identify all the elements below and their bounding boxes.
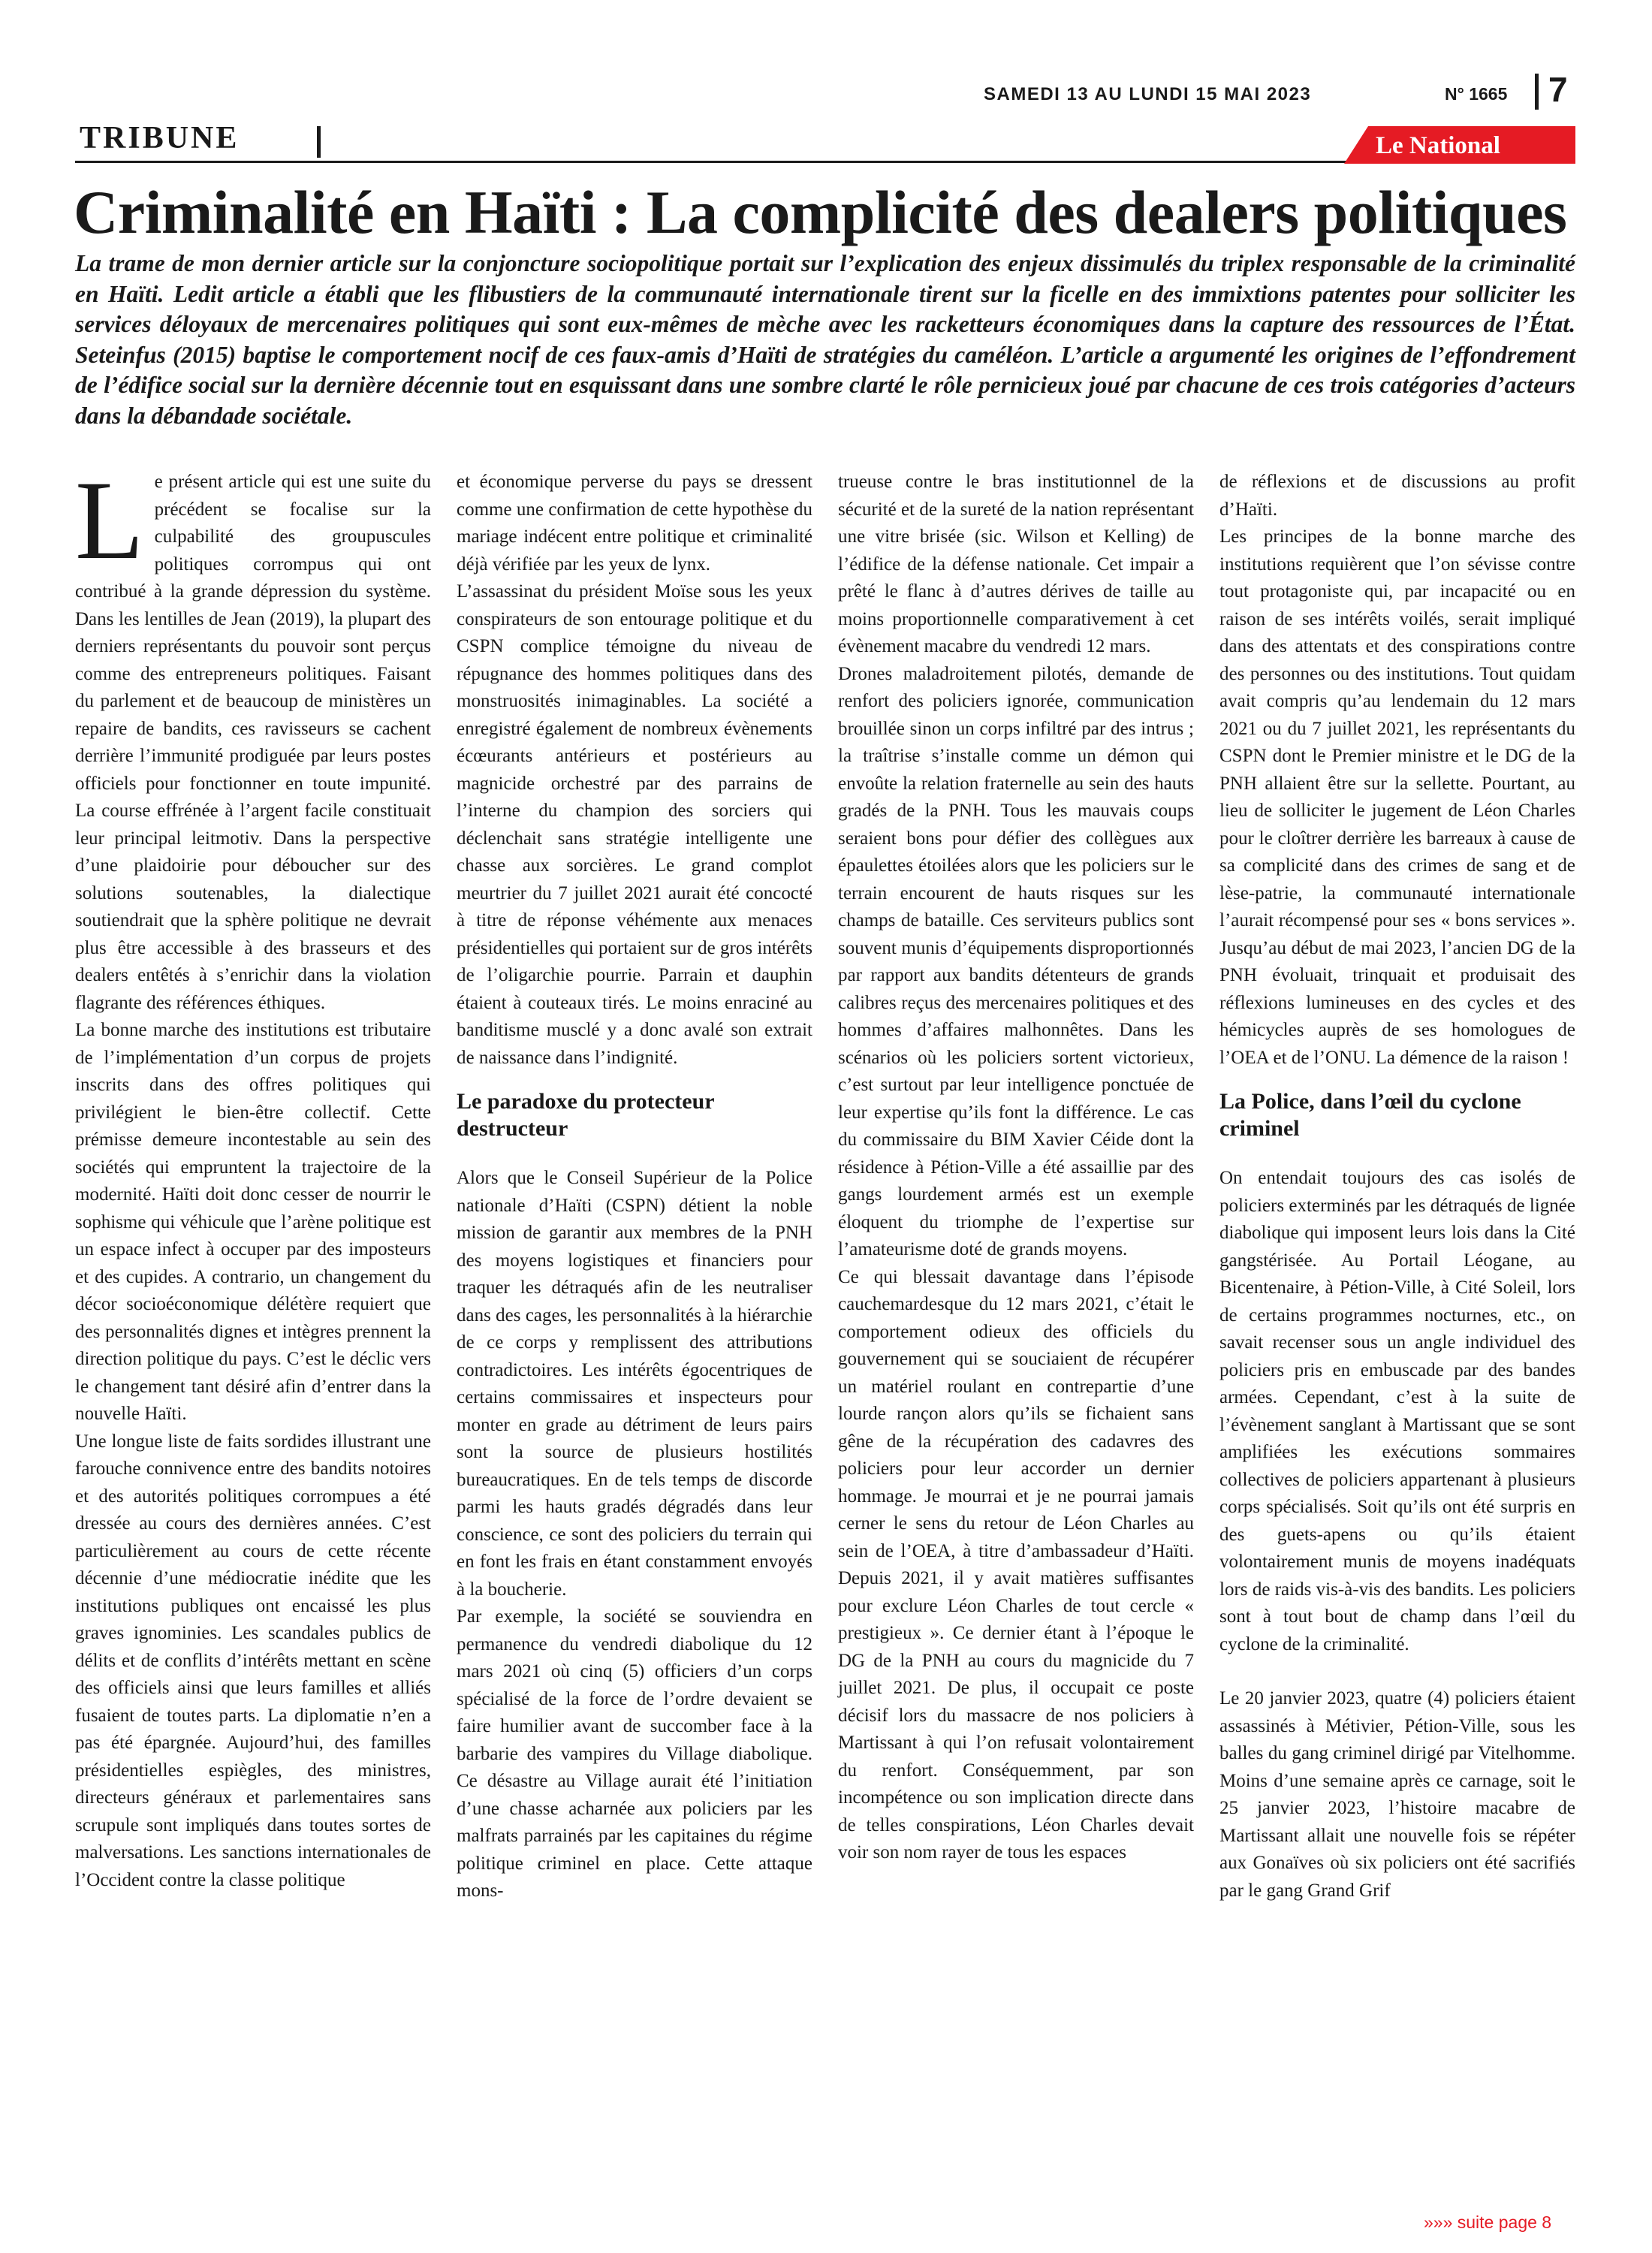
subheading: La Police, dans l’œil du cyclone criminel (1219, 1089, 1521, 1141)
issue-date: SAMEDI 13 AU LUNDI 15 MAI 2023 (984, 84, 1312, 104)
column-3 (838, 469, 1194, 1867)
paragraph: de réflexions et de discussions au profit d’Haïti. (1219, 472, 1575, 520)
continuation-link[interactable]: »»» suite page 8 (1424, 2212, 1552, 2232)
paragraph: L’assassinat du président Moïse sous les yeux conspirateurs de son entourage politique et du CSPN complice témoigne du niveau de répugnance des hommes politiques dans des monstruosités inimaginables. La société a enregistré également de nombreux évènements écœurants antérieurs et postérieurs au magnicide orchestré par des parrains de l’interne du champion des sorciers qui déclenchait sans stratégie intelligente une chasse aux sorcières. Le grand complot meurtrier du 7 juillet 2021 aurait été concocté à titre de réponse véhémente aux menaces présidentielles qui portaient sur de gros intérêts de l’oligarchie pourrie. Parrain et dauphin étaient à couteaux tirés. Le moins enraciné au banditisme musclé y a donc avalé son extrait de naissance dans l’indignité. (457, 581, 812, 1068)
paragraph: Drones maladroitement pilotés, demande de renfort des policiers ignorée, communication brouillée sinon un corps infiltré par des intrus ; la traîtrise s’installe comme un démon qui envoûte la relation fraternelle au sein des hauts gradés de la PNH. Tous les mauvais coups seraient bons pour défier des collègues aux épaulettes étoilées alors que les policiers sur le terrain encourent de hauts risques sur les champs de bataille. Ces serviteurs publics sont souvent munis d’équipements disproportionnés par rapport aux bandits détenteurs de grands calibres reçus des mercenaires politiques et des hommes d’affaires malhonnêtes. Dans les scénarios où les policiers sortent victorieux, c’est surtout par leur intelligence ponctuée de leur expertise qu’ils font la différence. Le cas du commissaire du BIM Xavier Céide dont la résidence à Pétion-Ville a été assaillie par des gangs lourdement armés est un exemple éloquent du triomphe de l’expertise sur l’amateurisme doté de grands moyens. (838, 663, 1194, 1259)
brand-name: Le National (1376, 132, 1500, 159)
headline: Criminalité en Haïti : La complicité des dealers politiques (74, 178, 1567, 246)
paragraph: trueuse contre le bras institutionnel de la sécurité et de la sureté de la nation représentant une vitre brisée (sic. Wilson et Kelling) de l’édifice de la défense nationale. Cet impair a prêté le flanc à d’autres dérives de taille au moins proportionnelle comparativement à cet évènement macabre du vendredi 12 mars. (838, 472, 1194, 656)
paragraph: Le 20 janvier 2023, quatre (4) policiers étaient assassinés à Métivier, Pétion-Ville, sous les balles du gang criminel dirigé par Vitelhomme. Moins d’une semaine après ce carnage, soit le 25 janvier 2023, l’histoire macabre de Martissant allait une nouvelle fois se répéter aux Gonaïves où six policiers ont été sacrifiés par le gang Grand Grif (1219, 1688, 1575, 1901)
paragraph: e présent article qui est une suite du précédent se focalise sur la culpabilité des groupuscules politiques corrompus qui ont contribué à la grande dépression du système. Dans les lentilles de Jean (2019), la plupart des derniers représentants du pouvoir sont perçus comme des entrepreneurs politiques. Faisant du parlement et de beaucoup de ministères un repaire de bandits, ces ravisseurs se cachent derrière l’immunité prodiguée par leurs postes officiels pour fonctionner en toute impunité. La course effrénée à l’argent facile constituait leur principal leitmotiv. Dans la perspective d’une plaidoirie pour déboucher sur des solutions soutenables, la dialectique soutiendrait que la sphère politique ne devrait plus être accessible à des brasseurs et des dealers entêtés à s’enrichir dans la violation flagrante des références éthiques. (75, 472, 431, 1013)
paragraph: On entendait toujours des cas isolés de policiers exterminés par les détraqués de lignée diabolique qui imposent leurs lois dans la Cité gangstérisée. Au Portail Léogane, au Bicentenaire, à Pétion-Ville, à Cité Soleil, lors de certains programmes nocturnes, etc., on savait recenser sous un angle individuel des policiers pris en embuscade par des bandes armées. Cependant, c’est à la suite de l’évènement sanglant à Martissant que se sont amplifiées les exécutions sommaires collectives de policiers appartenant à plusieurs corps spécialisés. Soit qu’ils ont été surpris en des guets-apens ou qu’ils étaient volontairement munis de moyens inadéquats lors de raids vis-à-vis des bandits. Les policiers sont à tout bout de champ dans l’œil du cyclone de la criminalité. (1219, 1168, 1575, 1654)
issue-number: N° 1665 (1445, 84, 1508, 104)
section-label: TRIBUNE (80, 121, 240, 155)
paragraph: Une longue liste de faits sordides illustrant une farouche connivence entre des bandits notoires et des autorités politiques corrompues a été dressée au cours des dernières années. C’est particulièrement au cours de cette récente décennie d’une médiocratie inédite que les institutions publiques ont encaissé les plus graves ignominies. Les scandales publics de délits et de conflits d’intérêts mettant en scène des officiels ainsi que leurs familles et alliés fusaient de toutes parts. La diplomatie n’en a pas été épargnée. Aujourd’hui, des familles présidentielles espiègles, des ministres, directeurs généraux et parlementaires sans scrupule sont impliqués dans toutes sortes de malversations. Les sanctions internationales de l’Occident contre la classe politique (75, 1431, 431, 1890)
subheading: Le paradoxe du protecteur destructeur (457, 1089, 715, 1141)
lead-paragraph: La trame de mon dernier article sur la conjoncture sociopolitique portait sur l’explication des enjeux dissimulés du triplex responsable de la criminalité en Haïti. Ledit article a établi que les flibustiers de la communauté internationale tirent sur la ficelle en des immixtions patentes pour solliciter les services déloyaux de mercenaires politiques qui sont eux-mêmes de mèche avec les racketteurs économiques dans la capture des ressources de l’État. Seteinfus (2015) baptise le comportement nocif de ces faux-amis d’Haïti de stratégies du caméléon. L’article a argumenté les origines de l’effondrement de l’édifice social sur la dernière décennie tout en esquissant dans une sombre clarté le rôle pernicieux joué par chacune de ces trois catégories d’acteurs dans la débandade sociétale. (75, 250, 1575, 429)
paragraph: Alors que le Conseil Supérieur de la Police nationale d’Haïti (CSPN) détient la noble mission de garantir aux membres de la PNH des moyens logistiques et financiers pour traquer les détraqués afin de les neutraliser dans des cages, les personnalités à la hiérarchie de ce corps y remplissent des attributions contradictoires. Les intérêts égocentriques de certains commissaires et inspecteurs pour monter en grade au détriment de leurs pairs sont la source de plusieurs hostilités bureaucratiques. En de tels temps de discorde parmi les hauts gradés dégradés dans leur conscience, ce sont des policiers du terrain qui en font les frais en étant constamment envoyés à la boucherie. (457, 1168, 812, 1600)
column-4 (1219, 469, 1575, 1905)
section-divider (317, 126, 321, 158)
page-number: 7 (1548, 70, 1568, 109)
paragraph: Par exemple, la société se souviendra en permanence du vendredi diabolique du 12 mars 2021 où cinq (5) officiers d’un corps spécialisé de la force de l’ordre devaient se faire humilier avant de succomber face à la barbarie des vampires du Village diabolique. Ce désastre au Village aurait été l’initiation d’une chasse acharnée aux policiers par les malfrats parrainés par les capitaines du régime politique criminel en place. Cette attaque mons- (457, 1606, 812, 1901)
header-divider (1535, 74, 1539, 110)
paragraph: Ce qui blessait davantage dans l’épisode cauchemardesque du 12 mars 2021, c’était le comportement odieux des officiels du gouvernement qui se souciaient de récupérer un matériel roulant en contrepartie d’une lourde rançon alors qu’ils se fichaient sans gêne de la récupération des cadavres des policiers pour leur accorder un dernier hommage. Je mourrai et je ne pourrai jamais cerner le sens du retour de Léon Charles au sein de l’OEA, à titre d’ambassadeur d’Haïti. Depuis 2021, il y avait matières suffisantes pour exclure Léon Charles de tout cercle « prestigieux ». Ce dernier étant à l’époque le DG de la PNH au cours du magnicide du 7 juillet 2021. De plus, il occupait ce poste décisif lors du massacre de nos policiers à Martissant à qui l’on refusait volontairement du renfort. Conséquemment, par son incompétence ou son implication directe dans de telles conspirations, Léon Charles devait voir son nom rayer de tous les espaces (838, 1266, 1194, 1862)
column-2 (457, 469, 812, 1905)
paragraph: La bonne marche des institutions est tributaire de l’implémentation d’un corpus de projets inscrits dans des offres politiques qui privilégient le bien-être collectif. Cette prémisse demeure incontestable au sein des sociétés qui empruntent la trajectoire de la modernité. Haïti doit donc cesser de nourrir le sophisme qui véhicule que l’arène politique est un espace infect à occuper par des imposteurs et des cupides. A contrario, un changement du décor socioéconomique délétère requiert que des personnalités dignes et intègres prennent la direction politique du pays. C’est le déclic vers le changement tant désiré afin d’entrer dans la nouvelle Haïti. (75, 1020, 431, 1424)
paragraph-gap (1219, 1658, 1575, 1685)
column-1 (75, 458, 431, 1894)
paragraph: Les principes de la bonne marche des institutions requièrent que l’on sévisse contre tout protagoniste qui, par incapacité ou en raison de ses intérêts voilés, serait impliqué dans des attentats et des conspirations contre des personnes ou des institutions. Tout quidam avait compris qu’au lendemain du 12 mars 2021 ou du 7 juillet 2021, les représentants du CSPN dont le Premier ministre et le DG de la PNH allaient être sur la sellette. Pourtant, au lieu de solliciter le jugement de Léon Charles pour le cloîtrer derrière les barreaux à cause de sa complicité dans des crimes de sang et de lèse-patrie, la communauté internationale l’aurait récompensé pour ses « bons services ». Jusqu’au début de mai 2023, l’ancien DG de la PNH évoluait, trinquait et produisait des réflexions lumineuses en des cycles et des hémicycles auprès de ses homologues de l’OEA et de l’ONU. La démence de la raison ! (1219, 526, 1575, 1068)
paragraph: et économique perverse du pays se dressent comme une confirmation de cette hypothèse du mariage indécent entre politique et criminalité déjà vérifiée par les yeux de lynx. (457, 472, 812, 575)
drop-cap: L (75, 458, 144, 583)
